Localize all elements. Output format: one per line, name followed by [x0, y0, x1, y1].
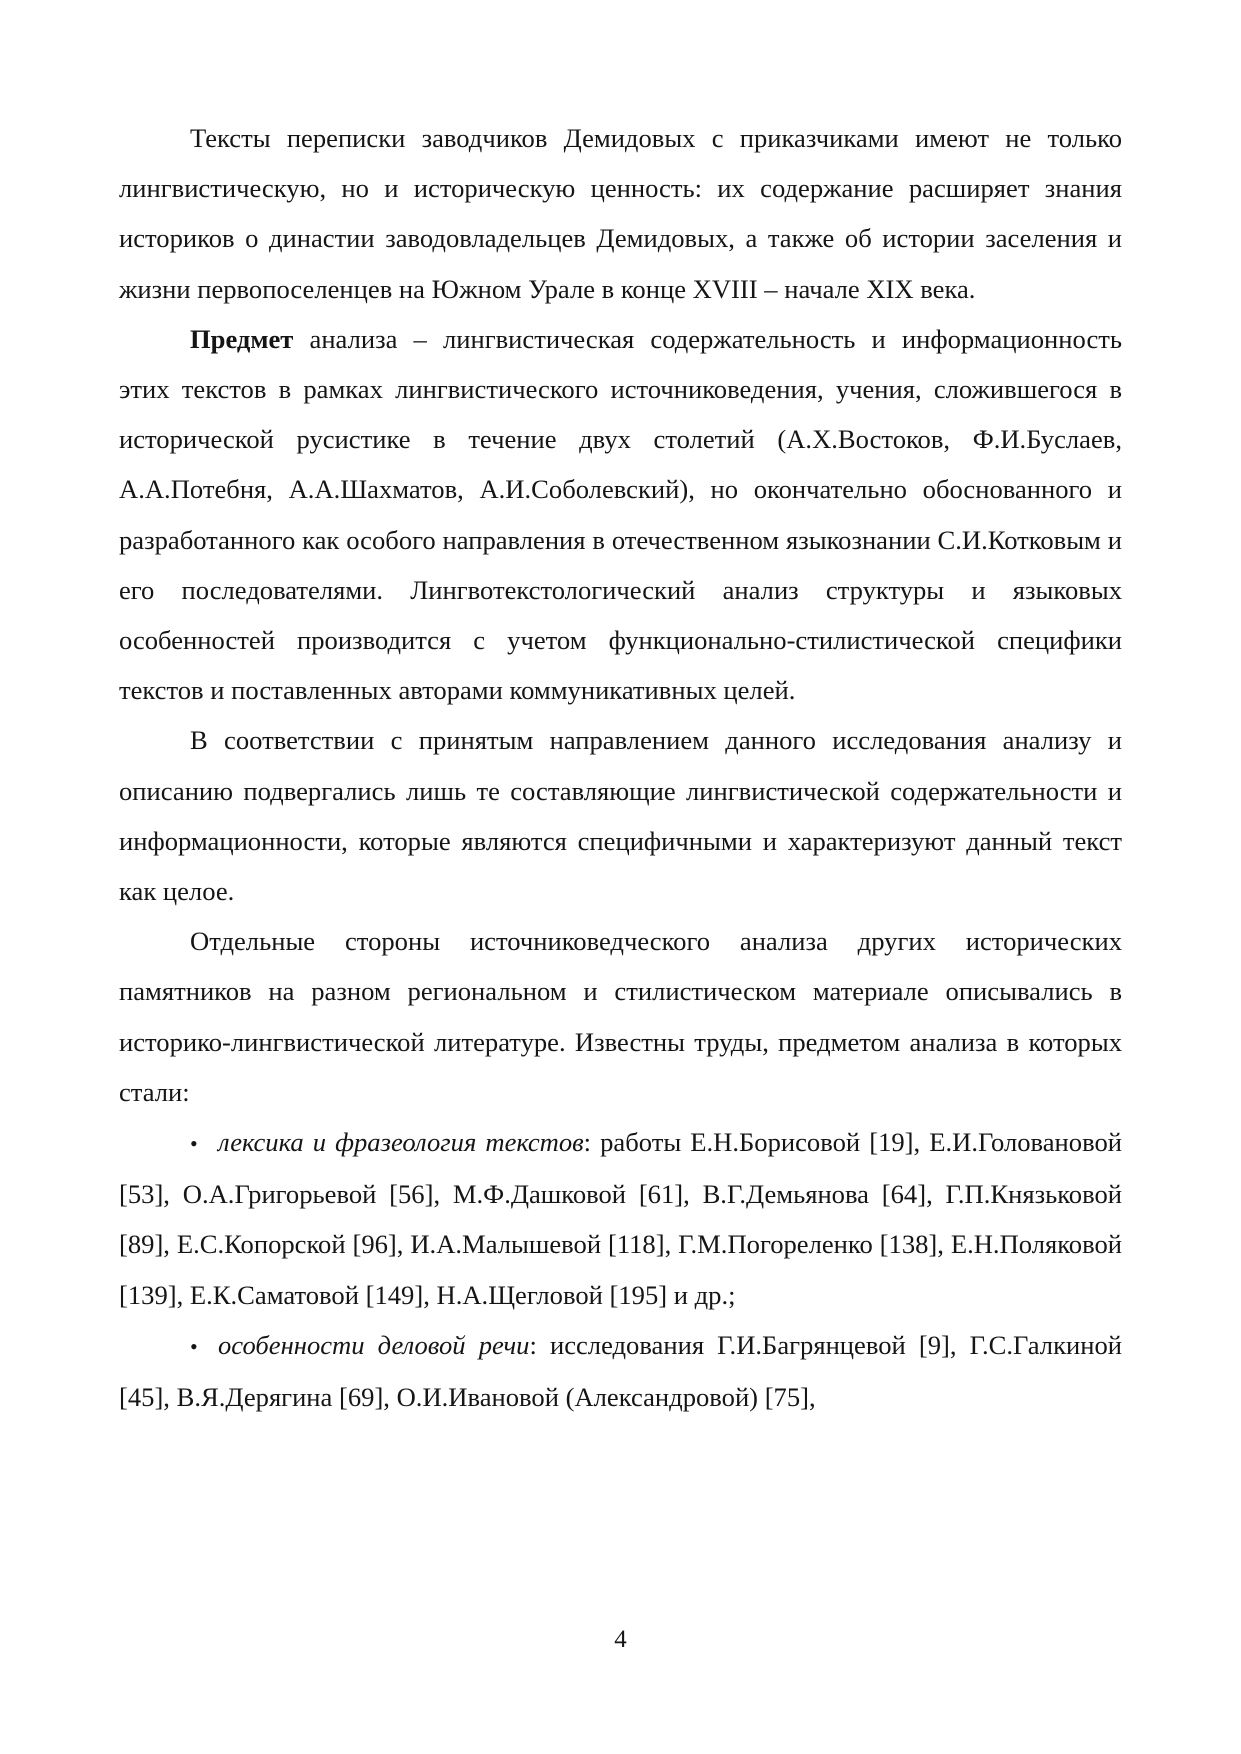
bullet-icon: •: [190, 1131, 198, 1157]
page-number: 4: [614, 1626, 627, 1653]
subject-term: Предмет: [190, 323, 294, 354]
list-item-text: : исследования Г.И.Багрянцевой [9], Г.С.Галкиной [45], В.Я.Дерягина [69], О.И.Ивановой (Александровой) [75],: [119, 1329, 1122, 1413]
bullet-icon: •: [190, 1333, 198, 1359]
paragraph-scope: В соответствии с принятым направлением данного исследования анализу и описанию подвергались лишь те составляющие лингвистической содержательности и информационности, которые являются специфичными и характеризуют данный текст как целое.: [119, 725, 1122, 907]
list-item-lexicon: [119, 1117, 1122, 1320]
list-item-topic: особенности деловой речи: [218, 1329, 530, 1360]
subject-text: анализа – лингвистическая содержательность и информационность этих текстов в рамках лингвистического источниковедения, учения, сложившегося в исторической русистике в течение двух столетий (А.Х.Востоков, Ф.И.Буслаев, А.А.Потебня, А.А.Шахматов, А.И.Соболевский), но окончательно обоснованного и разработанного как особого направления в отечественном языкознании С.И.Котковым и его последователями. Лингвотекстологический анализ структуры и языковых особенностей производится с учетом функционально-стилистической специфики текстов и поставленных авторами коммуникативных целей.: [119, 323, 1122, 706]
list-item-text: : работы Е.Н.Борисовой [19], Е.И.Головановой [53], О.А.Григорьевой [56], М.Ф.Дашковой [61], В.Г.Демьянова [64], Г.П.Князьковой [89], Е.С.Копорской [96], И.А.Малышевой [118], Г.М.Погореленко [138], Е.Н.Поляковой [139], Е.К.Саматовой [149], Н.А.Щегловой [195] и др.;: [119, 1127, 1122, 1310]
paragraph-intro: Тексты переписки заводчиков Демидовых с приказчиками имеют не только лингвистическую, но и историческую ценность: их содержание расширяет знания историков о династии заводовладельцев Демидовых, а также об истории заселения и жизни первопоселенцев на Южном Урале в конце XVIII – начале XIX века.: [119, 123, 1122, 304]
paragraph-literature: Отдельные стороны источниковедческого анализа других исторических памятников на разном региональном и стилистическом материале описывались в историко-лингвистической литературе. Известны труды, предметом анализа в которых стали:: [119, 926, 1122, 1107]
list-item-topic: лексика и фразеология текстов: [218, 1127, 584, 1158]
page-body: [119, 113, 1122, 1422]
list-item-business-speech: [119, 1320, 1122, 1422]
paragraph-subject: [119, 314, 1122, 716]
